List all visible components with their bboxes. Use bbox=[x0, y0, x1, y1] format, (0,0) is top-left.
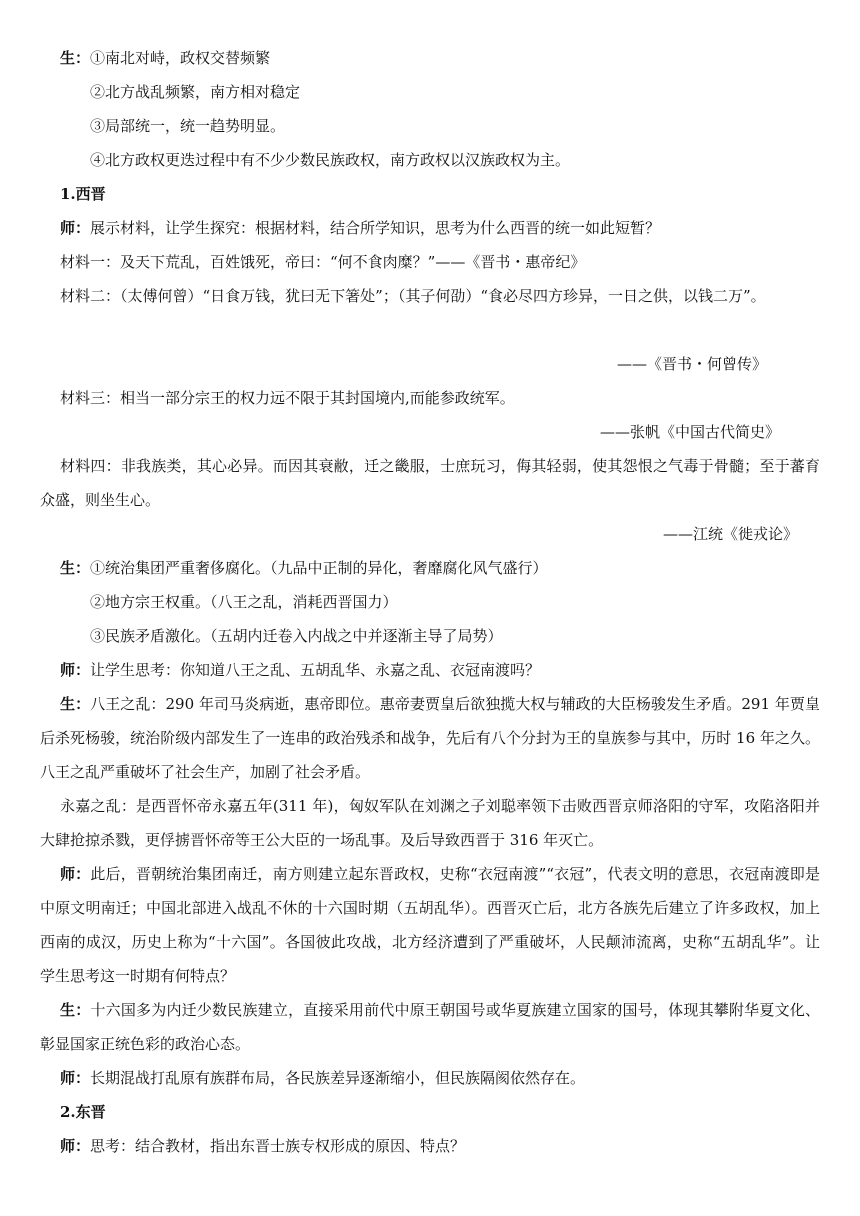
section-heading: 1.西晋 bbox=[60, 185, 106, 203]
section-heading: 2.东晋 bbox=[60, 1103, 106, 1121]
teacher-line bbox=[60, 218, 860, 238]
answer-point: ②北方战乱频繁，南方相对稳定 bbox=[90, 83, 301, 101]
speaker-label: 生： bbox=[60, 1001, 91, 1019]
answer-text: ①南北对峙，政权交替频繁 bbox=[90, 49, 271, 67]
teacher-text: 思考：结合教材，指出东晋士族专权形成的原因、特点？ bbox=[90, 1137, 466, 1155]
student-answer-line bbox=[60, 558, 860, 578]
speaker-label: 师： bbox=[60, 1069, 91, 1087]
speaker-label: 生： bbox=[60, 695, 91, 713]
student-answer-paragraph bbox=[40, 687, 820, 789]
teacher-line bbox=[60, 660, 860, 680]
answer-text: ①统治集团严重奢侈腐化。（九品中正制的异化，奢靡腐化风气盛行） bbox=[90, 559, 548, 577]
teacher-text: 展示材料，让学生探究：根据材料，结合所学知识，思考为什么西晋的统一如此短暂？ bbox=[90, 219, 661, 237]
material-line: 材料一：及天下荒乱，百姓饿死，帝曰：“何不食肉糜？”——《晋书・惠帝纪》 bbox=[60, 253, 586, 271]
teacher-text: 长期混战打乱原有族群布局，各民族差异逐渐缩小，但民族隔阂依然存在。 bbox=[90, 1069, 586, 1087]
teacher-paragraph bbox=[40, 857, 820, 993]
answer-point: ②地方宗王权重。（八王之乱，消耗西晋国力） bbox=[90, 593, 398, 611]
source-citation: ——张帆《中国古代简史》 bbox=[599, 423, 780, 441]
teacher-text: 让学生思考：你知道八王之乱、五胡乱华、永嘉之乱、衣冠南渡吗？ bbox=[90, 661, 541, 679]
answer-text: 十六国多为内迁少数民族建立，直接采用前代中原王朝国号或华夏族建立国家的国号，体现其攀附华夏文化、彰显国家正统色彩的政治心态。 bbox=[40, 1001, 820, 1053]
speaker-label: 师： bbox=[60, 219, 91, 237]
material-line: 材料二：（太傅何曾）“日食万钱，犹曰无下箸处”；（其子何劭）“食必尽四方珍异，一日之供，以钱二万”。 bbox=[60, 287, 766, 305]
speaker-label: 师： bbox=[60, 865, 91, 883]
speaker-label: 师： bbox=[60, 1137, 91, 1155]
source-citation: ——《晋书・何曾传》 bbox=[616, 355, 767, 373]
student-answer-paragraph bbox=[40, 993, 820, 1061]
teacher-line bbox=[60, 1068, 860, 1088]
speaker-label: 生： bbox=[60, 49, 91, 67]
answer-text: 八王之乱：290 年司马炎病逝，惠帝即位。惠帝妻贾皇后欲独揽大权与辅政的大臣杨骏发生矛盾。291 年贾皇后杀死杨骏，统治阶级内部发生了一连串的政治残杀和战争，先后有八个分封为王的皇族参与其中，历时 16 年之久。八王之乱严重破坏了社会生产，加剧了社会矛盾。 bbox=[40, 695, 820, 781]
paragraph: 永嘉之乱：是西晋怀帝永嘉五年(311 年)，匈奴军队在刘渊之子刘聪率领下击败西晋京师洛阳的守军，攻陷洛阳并大肆抢掠杀戮，更俘掳晋怀帝等王公大臣的一场乱事。及后导致西晋于 316 年灭亡。 bbox=[40, 797, 820, 849]
material-line: 材料四：非我族类，其心必异。而因其衰敝，迁之畿服，士庶玩习，侮其轻弱，使其怨恨之气毒于骨髓；至于蕃育众盛，则坐生心。 bbox=[40, 457, 820, 509]
material-line: 材料三：相当一部分宗王的权力远不限于其封国境内,而能参政统军。 bbox=[60, 389, 515, 407]
answer-point: ③民族矛盾激化。（五胡内迁卷入内战之中并逐渐主导了局势） bbox=[90, 627, 503, 645]
teacher-line bbox=[60, 1136, 860, 1156]
student-answer-line bbox=[60, 48, 860, 68]
teacher-text: 此后，晋朝统治集团南迁，南方则建立起东晋政权，史称“衣冠南渡”“衣冠”，代表文明的意思，衣冠南渡即是中原文明南迁；中国北部进入战乱不休的十六国时期（五胡乱华）。西晋灭亡后，北方各族先后建立了许多政权，加上西南的成汉，历史上称为“十六国”。各国彼此攻战，北方经济遭到了严重破坏，人民颠沛流离，史称“五胡乱华”。让学生思考这一时期有何特点？ bbox=[40, 865, 820, 985]
answer-point: ④北方政权更迭过程中有不少少数民族政权，南方政权以汉族政权为主。 bbox=[90, 151, 571, 169]
speaker-label: 师： bbox=[60, 661, 91, 679]
answer-point: ③局部统一，统一趋势明显。 bbox=[90, 117, 286, 135]
speaker-label: 生： bbox=[60, 559, 91, 577]
source-citation: ——江统《徙戎论》 bbox=[662, 525, 798, 543]
